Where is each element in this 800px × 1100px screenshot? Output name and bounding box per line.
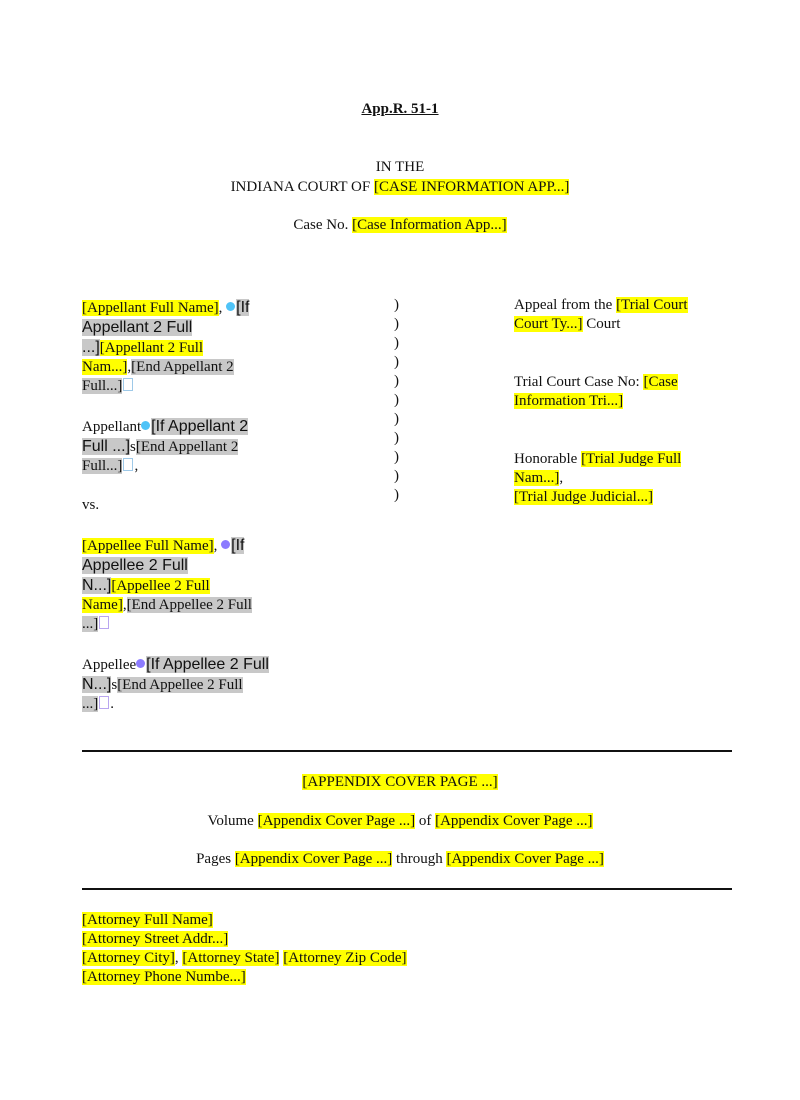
trial-court-block (514, 296, 744, 334)
trial-judge-name-field[interactable]: [Trial Judge Full (581, 451, 682, 467)
appellee-line-3 (82, 576, 382, 596)
appellant-name-field[interactable]: [Appellant Full Name] (82, 300, 219, 316)
volume-label: Volume (207, 813, 258, 829)
attorney-street-line (82, 930, 582, 949)
appellee-role-line-2 (82, 675, 382, 695)
of-label: of (415, 813, 436, 829)
attorney-phone-line (82, 968, 582, 987)
end-appellee-2-field[interactable]: ...] (82, 616, 99, 632)
divider-bottom (82, 888, 732, 890)
header (0, 101, 800, 118)
paren-9: ) (394, 449, 399, 465)
separator: , (122, 597, 127, 613)
judge-block (514, 450, 744, 507)
case-no-field[interactable]: [Case Information App...] (352, 217, 507, 233)
rule-title: App.R. 51-1 (361, 101, 439, 117)
appellant-role-line-3 (82, 457, 382, 476)
appellant-role-block (82, 417, 382, 476)
appellant-line-3 (82, 338, 382, 358)
volume-line (0, 812, 800, 831)
end-appellant-2-plural-field[interactable]: Full...] (82, 458, 123, 474)
paren-5: ) (394, 373, 399, 389)
attorney-city-field[interactable]: [Attorney City] (82, 950, 175, 966)
judge-line-3 (514, 488, 744, 507)
trial-judge-judicial-field[interactable]: [Trial Judge Judicial...] (514, 489, 654, 505)
content-control-end-icon (123, 458, 133, 471)
separator: , (218, 300, 227, 316)
appendix-title-line (0, 773, 800, 792)
if-appellant-2-plural-field[interactable]: Full ...] (82, 438, 131, 455)
if-appellee-2-field[interactable]: N...] (82, 577, 112, 594)
appellee-role-label: Appellee (82, 657, 137, 673)
case-no-label: Case No. (293, 217, 353, 233)
case-no-line (0, 216, 800, 235)
appellant-line-5 (82, 377, 382, 396)
content-control-dot-icon (221, 540, 230, 549)
paren-7: ) (394, 411, 399, 427)
paren-8: ) (394, 430, 399, 446)
judge-line-1 (514, 450, 744, 469)
content-control-dot-icon (141, 421, 150, 430)
plural-suffix: s (111, 677, 118, 693)
attorney-city-line (82, 949, 582, 968)
paren-6: ) (394, 392, 399, 408)
honorable-label: Honorable (514, 451, 582, 467)
volume-total-field[interactable]: [Appendix Cover Page ...] (435, 813, 593, 829)
appellee-role-block (82, 655, 382, 714)
if-appellant-2-field[interactable]: ...] (82, 339, 100, 356)
appellee-role-line-3 (82, 695, 382, 714)
judge-line-2 (514, 469, 744, 488)
attorney-block (82, 911, 582, 987)
paren-2: ) (394, 316, 399, 332)
end-appellant-2-field[interactable]: Full...] (82, 378, 123, 394)
pages-line (0, 850, 800, 869)
paren-10: ) (394, 468, 399, 484)
in-the-text: IN THE (375, 159, 425, 175)
pages-to-field[interactable]: [Appendix Cover Page ...] (446, 851, 604, 867)
if-appellee-2-field[interactable]: [If (231, 537, 245, 554)
appellee-role-line-1 (82, 655, 382, 675)
paren-4: ) (394, 354, 399, 370)
appellant-role-line-2 (82, 437, 382, 457)
appellant-block (82, 298, 382, 396)
end-appellee-2-plural-field[interactable]: [End Appellee 2 Full (117, 677, 243, 693)
content-control-end-icon (123, 378, 133, 391)
trial-case-no-line-2 (514, 392, 744, 411)
appellee-line-5 (82, 615, 382, 634)
trial-case-no-block (514, 373, 744, 411)
attorney-state-field[interactable]: [Attorney State] (182, 950, 280, 966)
separator: , (174, 950, 183, 966)
appellant-2-name-field[interactable]: Nam...] (82, 359, 128, 375)
separator: , (127, 359, 132, 375)
attorney-street-field[interactable]: [Attorney Street Addr...] (82, 931, 229, 947)
if-appellee-2-plural-field[interactable]: [If Appellee 2 Full (146, 656, 269, 673)
pages-from-field[interactable]: [Appendix Cover Page ...] (234, 851, 393, 867)
paren-1: ) (394, 297, 399, 313)
court-prefix: INDIANA COURT OF (230, 179, 374, 195)
paren-11: ) (394, 487, 399, 503)
end-appellee-2-field[interactable]: [End Appellee 2 Full (126, 597, 252, 613)
trailing-punct: , (134, 458, 139, 474)
appeal-from-line-1 (514, 296, 744, 315)
trial-case-no-label: Trial Court Case No: (514, 374, 644, 390)
pages-label: Pages (196, 851, 235, 867)
appellee-line-4 (82, 596, 382, 615)
trial-case-no-field[interactable]: Information Tri...] (514, 393, 624, 409)
appellee-name-field[interactable]: [Appellee Full Name] (82, 538, 214, 554)
separator: , (559, 470, 564, 486)
court-field[interactable]: [CASE INFORMATION APP...] (373, 179, 570, 195)
if-appellant-2-plural-field[interactable]: [If Appellant 2 (151, 418, 249, 435)
appellee-line-2 (82, 556, 382, 576)
appendix-title-field[interactable]: [APPENDIX COVER PAGE ...] (302, 774, 498, 790)
appellant-2-name-field[interactable]: [Appellant 2 Full (99, 340, 204, 356)
versus-line (82, 496, 99, 515)
trailing-punct: . (110, 696, 114, 712)
if-appellant-2-field[interactable]: [If (236, 299, 250, 316)
paren-3: ) (394, 335, 399, 351)
content-control-dot-icon (136, 659, 145, 668)
if-appellee-2-plural-field[interactable]: N...] (82, 676, 112, 693)
court-line (0, 178, 800, 197)
volume-field[interactable]: [Appendix Cover Page ...] (257, 813, 416, 829)
appellee-line-1 (82, 536, 382, 556)
appellee-2-name-field[interactable]: Name] (82, 597, 123, 613)
plural-suffix: s (130, 439, 136, 455)
in-the-line (0, 158, 800, 177)
appeal-from-label: Appeal from the (514, 297, 617, 313)
attorney-name-line (82, 911, 582, 930)
court-suffix: Court (582, 316, 621, 332)
end-appellant-2-plural-field[interactable]: [End Appellant 2 (135, 439, 239, 455)
separator: , (213, 538, 222, 554)
trial-court-type-field[interactable]: [Trial Court (616, 297, 688, 313)
appellant-role-label: Appellant (82, 419, 142, 435)
trial-court-type-field[interactable]: Court Ty...] (514, 316, 583, 332)
end-appellant-2-field[interactable]: [End Appellant 2 (131, 359, 234, 375)
content-control-end-icon (99, 696, 109, 709)
appellant-line-4 (82, 358, 382, 377)
appellant-line-2 (82, 318, 382, 338)
appellee-2-name-field[interactable]: [Appellee 2 Full (111, 578, 210, 594)
trial-case-no-field[interactable]: [Case (643, 374, 678, 390)
divider-top (82, 750, 732, 752)
if-appellee-2-field[interactable]: Appellee 2 Full (82, 557, 188, 574)
appellee-block (82, 536, 382, 634)
attorney-phone-field[interactable]: [Attorney Phone Numbe...] (82, 969, 246, 985)
if-appellant-2-field[interactable]: Appellant 2 Full (82, 319, 193, 336)
trial-case-no-line-1 (514, 373, 744, 392)
trial-judge-name-field[interactable]: Nam...] (514, 470, 560, 486)
appellant-role-line-1 (82, 417, 382, 437)
content-control-dot-icon (226, 302, 235, 311)
content-control-end-icon (99, 616, 109, 629)
attorney-name-field[interactable]: [Attorney Full Name] (82, 912, 213, 928)
appellant-line-1 (82, 298, 382, 318)
versus-text: vs. (82, 497, 100, 513)
end-appellee-2-plural-field[interactable]: ...] (82, 696, 99, 712)
attorney-zip-field[interactable]: [Attorney Zip Code] (283, 950, 407, 966)
appeal-from-line-2 (514, 315, 744, 334)
through-label: through (392, 851, 447, 867)
